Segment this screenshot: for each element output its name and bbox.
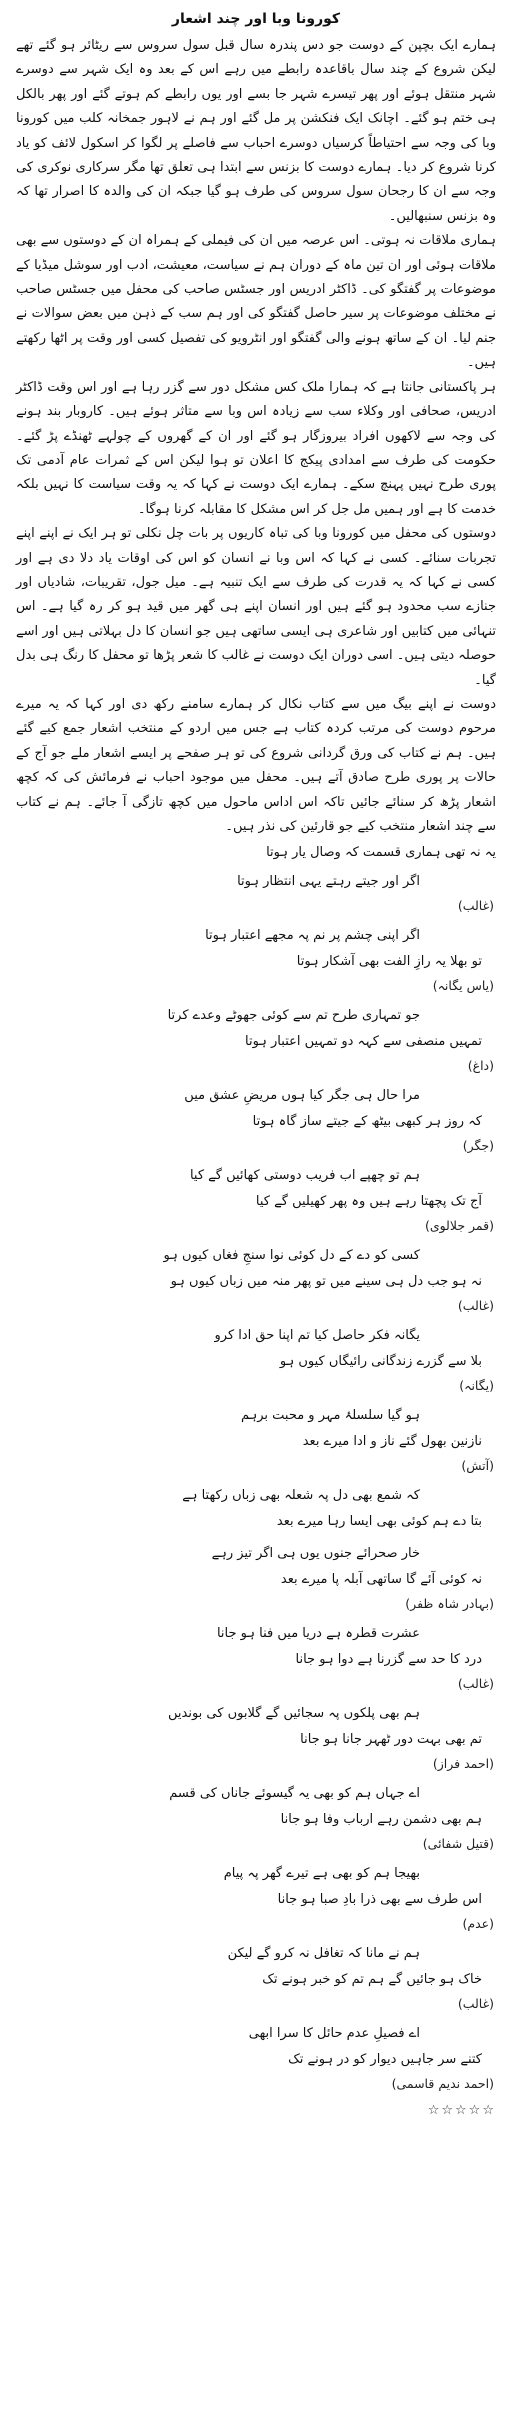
verse-line-first: ہم بھی پلکوں پہ سجائیں گے گلابوں کی بوندیں (167, 1706, 420, 1722)
poet-name: (قتیل شفائی) (422, 1836, 494, 1852)
verse-line-second: کتنے سر جاہیں دیوار کو در ہونے تک (288, 2052, 482, 2068)
article-title: کورونا وبا اور چند اشعار (171, 11, 341, 27)
poet-name: (احمد فراز) (432, 1756, 494, 1772)
verse-line-first: خار صحرائے جنوں یوں ہی اگر تیز رہے (211, 1546, 420, 1562)
verse-line-first: مرا حال ہی جگر کیا ہوں مریضِ عشق میں (184, 1088, 420, 1104)
couplet-list (16, 869, 496, 2095)
poet-name: (جگر) (462, 1138, 494, 1154)
verse-line-second: کہ روز ہر کبھی بیٹھ کے جیتے ساز گاہ ہوتا (252, 1114, 482, 1130)
verse-line-first: اگر اور جیتے رہتے یہی انتظار ہوتا (237, 874, 420, 890)
paragraph: دوست نے اپنے بیگ میں سے کتاب نکال کر ہمارے سامنے رکھ دی اور کہا کہ یہ میرے مرحوم دوست کی مرتب کردہ کتاب ہے جس میں اردو کے منتخب اشعار جمع کیے گئے ہیں۔ ہم نے کتاب کی ورق گردانی شروع کی تو ہر صفحے پر ایسے اشعار ملے جو آج کے حالات پر پوری طرح صادق آتے ہیں۔ محفل میں موجود احباب نے فرمائش کی کہ کچھ اشعار پڑھ کر سنائے جائیں تاکہ اس اداس ماحول میں کچھ تازگی آ جائے۔ ہم نے کتاب سے چند اشعار منتخب کیے جو قارئین کی نذر ہیں۔ (16, 696, 496, 834)
verse-line-first: ہو گیا سلسلۂ مہر و محبت برہم (240, 1408, 420, 1424)
verse-line-first: یگانہ فکر حاصل کیا تم اپنا حق ادا کرو (214, 1328, 420, 1344)
couplet (16, 2021, 496, 2095)
paragraph: ہمارے ایک بچپن کے دوست جو دس پندرہ سال قبل سول سروس سے ریٹائر ہو گئے تھے لیکن شروع کے چند سال باقاعدہ رابطے میں رہے اس کے بعد وہ ایک شہر سے دوسرے شہر منتقل ہوئے اور پھر تیسرے شہر جا بسے اور یوں رابطے کم ہوتے گئے اور پھر بالکل ہی ختم ہو گئے۔ اچانک ایک فنکشن پر مل گئے اور ہم نے لاہور جمخانہ کلب میں کورونا وبا کی وجہ سے احتیاطاً کرسیاں دوسرے احباب سے فاصلے پر لگوا کر اسکول لائف کو یاد کرنا شروع کر دیا۔ ہمارے دوست کا بزنس سے ابتدا ہی تعلق تھا مگر سرکاری نوکری کی وجہ سے ان کا رجحان سول سروس کی طرف ہو گیا جبکہ ان کی والدہ کا اصرار تھا کہ وہ بزنس سنبھالیں۔ (16, 38, 496, 224)
poet-name: (غالب) (457, 1996, 494, 2012)
poet-name: (عدم) (462, 1916, 494, 1932)
couplet (16, 1781, 496, 1855)
poet-name: (داغ) (467, 1058, 494, 1074)
verse-line-first: ہم نے مانا کہ تغافل نہ کرو گے لیکن (227, 1946, 420, 1962)
couplet (16, 1941, 496, 2015)
verse-line-second: درد کا حد سے گزرنا ہے دوا ہو جانا (295, 1652, 482, 1668)
verse-line-second: اس طرف سے بھی ذرا بادِ صبا ہو جانا (277, 1892, 482, 1908)
poet-name: (احمد ندیم قاسمی) (391, 2076, 494, 2092)
poet-name: (یاس یگانہ) (432, 978, 494, 994)
verse-line-second: ہم بھی دشمن رہے ارباب وفا ہو جانا (280, 1812, 482, 1828)
paragraph: ہماری ملاقات نہ ہوتی۔ اس عرصہ میں ان کی فیملی کے ہمراہ ان کے دوستوں سے بھی ملاقات ہوئی اور ان تین ماہ کے دوران ہم نے سیاست، معیشت، ادب اور سوشل میڈیا کے موضوعات پر گفتگو کی۔ ڈاکٹر ادریس اور جسٹس صاحب کی محفل میں جسٹس صاحب نے مختلف موضوعات پر سیر حاصل گفتگو کی اور ہم سب کے ذہن میں بعض سوالات نے جنم لیا۔ ان کے ساتھ ہونے والی گفتگو اور انٹرویو کی تفصیل کسی اور وقت پر اٹھا رکھتے ہیں۔ (16, 233, 496, 371)
verse-line-second: نہ کوئی آئے گا ساتھی آبلہ پا میرے بعد (280, 1572, 482, 1588)
verse-line-first: اگر اپنی چشم پر نم پہ مجھے اعتبار ہوتا (205, 928, 420, 944)
paragraph: ہر پاکستانی جانتا ہے کہ ہمارا ملک کس مشکل دور سے گزر رہا ہے اور اس وقت ڈاکٹر ادریس، صحافی اور وکلاء سب سے زیادہ اس وبا سے متاثر ہوئے ہیں۔ کاروبار بند ہونے کی وجہ سے لاکھوں افراد بیروزگار ہو گئے اور ان کے گھروں کے چولہے ٹھنڈے پڑ گئے۔ حکومت کی طرف سے امدادی پیکج کا اعلان تو ہوا لیکن اس کے ثمرات عام آدمی تک پوری طرح نہیں پہنچ سکے۔ ہمارے ایک دوست نے کہا کہ یہ وقت سیاست کا نہیں بلکہ خدمت کا ہے اور ہمیں مل جل کر اس مشکل کا مقابلہ کرنا ہوگا۔ (16, 379, 496, 517)
verse-line-first: کسی کو دے کے دل کوئی نوا سنجِ فغاں کیوں ہو (163, 1248, 420, 1264)
couplet (16, 1403, 496, 1477)
verse-line-second: نازنین بھول گئے ناز و ادا میرے بعد (302, 1434, 482, 1450)
couplet (16, 1541, 496, 1615)
couplet (16, 1323, 496, 1397)
couplet (16, 1483, 496, 1535)
couplet (16, 1243, 496, 1317)
verse-line-first: اے جہاں ہم کو بھی یہ گیسوئے جاناں کی قسم (169, 1786, 420, 1802)
couplet (16, 1621, 496, 1695)
verse-line-second: بتا دے ہم کوئی بھی ایسا رہا میرے بعد (276, 1514, 482, 1530)
verse-line-first: کہ شمع بھی دل پہ شعلہ بھی زباں رکھتا ہے (182, 1488, 420, 1504)
verse-line-second: تو بھلا یہ رازِ الفت بھی آشکار ہوتا (296, 954, 482, 970)
poet-name: (غالب) (457, 898, 494, 914)
opening-verse: یہ نہ تھی ہماری قسمت کہ وصال یار ہوتا (266, 845, 496, 861)
poet-name: (یگانہ) (459, 1378, 494, 1394)
verse-line-second: نہ ہو جب دل ہی سینے میں تو پھر منہ میں زباں کیوں ہو (170, 1274, 482, 1290)
verse-line-second: آج تک پچھتا رہے ہیں وہ پھر کھیلیں گے کیا (255, 1194, 482, 1210)
poet-name: (غالب) (457, 1676, 494, 1692)
verse-line-first: عشرت قطرہ ہے دریا میں فنا ہو جانا (216, 1626, 420, 1642)
couplet (16, 1003, 496, 1077)
couplet (16, 923, 496, 997)
poet-name: (بہادر شاہ ظفر) (405, 1596, 494, 1612)
verse-line-second: تم بھی بہت دور ٹھہر جانا ہو جانا (300, 1732, 482, 1748)
verse-line-second: خاک ہو جائیں گے ہم تم کو خبر ہونے تک (262, 1972, 482, 1988)
poet-name: (آتش) (461, 1458, 494, 1474)
verse-line-second: بلا سے گزرے زندگانی رائیگاں کیوں ہو (279, 1354, 482, 1370)
couplet (16, 1163, 496, 1237)
couplet (16, 869, 496, 917)
verse-line-first: جو تمہاری طرح تم سے کوئی جھوٹے وعدے کرتا (167, 1008, 420, 1024)
end-mark: ☆☆☆☆☆ (427, 2103, 496, 2119)
verse-line-first: ہم تو چھپے اب فریب دوستی کھائیں گے کیا (189, 1168, 420, 1184)
couplet (16, 1861, 496, 1935)
verse-line-first: بھیجا ہم کو بھی ہے تیرے گھر پہ پیام (223, 1866, 420, 1882)
paragraph: دوستوں کی محفل میں کورونا وبا کی تباہ کاریوں پر بات چل نکلی تو ہر ایک نے اپنے اپنے تجربات سنائے۔ کسی نے کہا کہ اس وبا نے انسان کو اس کی اوقات یاد دلا دی ہے اور کسی نے کہا کہ یہ قدرت کی طرف سے ایک تنبیہ ہے۔ میل جول، تقریبات، شادیاں اور جنازے سب محدود ہو گئے ہیں اور انسان اپنے ہی گھر میں قید ہو کر رہ گیا ہے۔ اس تنہائی میں کتابیں اور شاعری ہی ایسی ساتھی ہیں جو انسان کا دل بہلاتی ہیں اور اسے حوصلہ دیتی ہیں۔ اسی دوران ایک دوست نے غالب کا شعر پڑھا تو محفل کا رنگ ہی بدل گیا۔ (16, 526, 496, 688)
couplet (16, 1701, 496, 1775)
verse-line-second: تمہیں منصفی سے کہہ دو تمہیں اعتبار ہوتا (244, 1034, 482, 1050)
verse-line-first: اے فصیلِ عدم حائل کا سرا ابھی (248, 2026, 420, 2042)
couplet (16, 1083, 496, 1157)
poet-name: (غالب) (457, 1298, 494, 1314)
poet-name: (قمر جلالوی) (424, 1218, 494, 1234)
